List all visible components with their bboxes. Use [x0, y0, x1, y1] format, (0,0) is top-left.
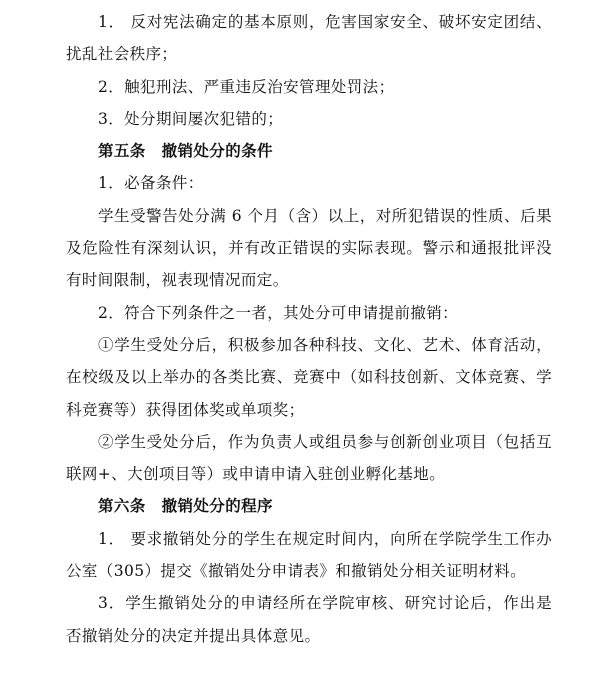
paragraph-clause-2: 2．触犯刑法、严重违反治安管理处罚法； [98, 77, 395, 96]
article-6-heading: 第六条 撤销处分的程序 [98, 497, 273, 516]
paragraph-required-conditions: 1．必备条件： [98, 174, 204, 193]
paragraph-clause-1: 1． 反对宪法确定的基本原则，危害国家安全、破坏安定团结、扰乱社会秩序； [66, 13, 552, 64]
paragraph-procedure-1: 1． 要求撤销处分的学生在规定时间内，向所在学院学生工作办公室（305）提交《撤销处分申请表》和撤销处分相关证明材料。 [66, 529, 552, 581]
paragraph-warning-period: 学生受警告处分满 6 个月（含）以上，对所犯错误的性质、后果及危险性有深刻认识，并有改正错误的实际表现。警示和通报批评没有时间限制，视表现情况而定。 [66, 206, 552, 290]
paragraph-procedure-3: 3．学生撤销处分的申请经所在学院审核、研究讨论后，作出是否撤销处分的决定并提出具体意见。 [66, 594, 552, 645]
paragraph-clause-3: 3．处分期间屡次犯错的； [98, 109, 284, 128]
article-5-heading: 第五条 撤销处分的条件 [98, 142, 273, 161]
document-body [66, 6, 552, 652]
paragraph-condition-entrepreneurship: ②学生受处分后，作为负责人或组员参与创新创业项目（包括互联网+、大创项目等）或申请申请入驻创业孵化基地。 [66, 432, 552, 484]
paragraph-condition-awards: ①学生受处分后，积极参加各种科技、文化、艺术、体育活动，在校级及以上举办的各类比赛、竞赛中（如科技创新、文体竞赛、学科竞赛等）获得团体奖或单项奖； [66, 335, 552, 419]
paragraph-early-revocation: 2．符合下列条件之一者，其处分可申请提前撤销： [98, 303, 459, 322]
